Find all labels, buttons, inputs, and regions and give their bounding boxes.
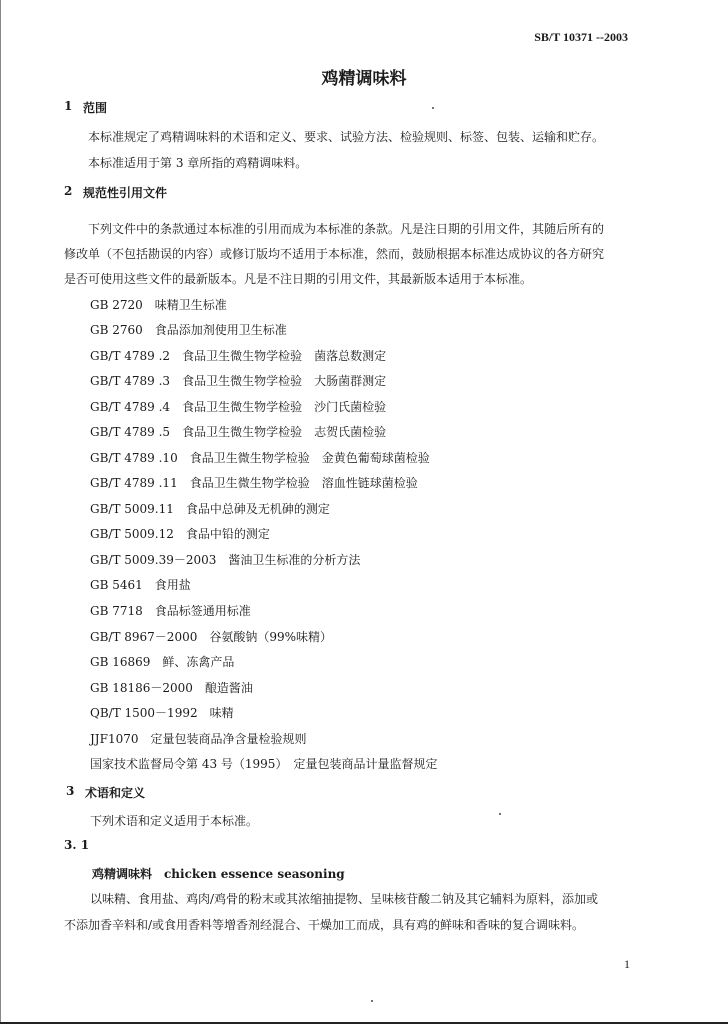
scan-speck xyxy=(432,107,434,109)
reference-item: GB/T 4789 .10 食品卫生微生物学检验 金黄色葡萄球菌检验 xyxy=(90,451,430,465)
scan-speck xyxy=(371,1000,373,1002)
section-1-number: 1 xyxy=(64,99,73,113)
section-1-para-2: 本标准适用于第 3 章所指的鸡精调味料。 xyxy=(88,156,308,170)
section-2-number: 2 xyxy=(64,184,73,198)
reference-item: GB/T 4789 .2 食品卫生微生物学检验 菌落总数测定 xyxy=(90,349,387,363)
section-3-heading: 术语和定义 xyxy=(85,786,146,800)
reference-item: QB/T 1500－1992 味精 xyxy=(90,706,234,720)
reference-item: GB/T 5009.39－2003 酱油卫生标准的分析方法 xyxy=(90,553,361,567)
page-number: 1 xyxy=(624,957,630,971)
reference-item: GB 5461 食用盐 xyxy=(90,578,191,592)
reference-item: GB/T 4789 .3 食品卫生微生物学检验 大肠菌群测定 xyxy=(90,374,387,388)
reference-item: GB 2720 味精卫生标准 xyxy=(90,298,227,312)
section-1-para-1: 本标准规定了鸡精调味料的术语和定义、要求、试验方法、检验规则、标签、包装、运输和贮存。 xyxy=(88,130,605,144)
standard-code: SB/T 10371 --2003 xyxy=(534,30,628,44)
section-3-intro: 下列术语和定义适用于本标准。 xyxy=(90,814,259,828)
document-title: 鸡精调味料 xyxy=(321,69,407,89)
section-3-number: 3 xyxy=(66,784,75,798)
scan-edge-left xyxy=(0,0,1,1024)
reference-item: GB 16869 鲜、冻禽产品 xyxy=(90,655,235,669)
section-1-heading: 范围 xyxy=(83,101,108,115)
reference-item: GB/T 4789 .11 食品卫生微生物学检验 溶血性链球菌检验 xyxy=(90,476,418,490)
section-2-heading: 规范性引用文件 xyxy=(83,186,168,200)
reference-item: GB/T 4789 .5 食品卫生微生物学检验 志贺氏菌检验 xyxy=(90,425,387,439)
reference-item: GB 2760 食品添加剂使用卫生标准 xyxy=(90,323,287,337)
reference-item: 国家技术监督局令第 43 号（1995） 定量包装商品计量监督规定 xyxy=(90,757,438,771)
section-2-intro-line-3: 是否可使用这些文件的最新版本。凡是不注日期的引用文件，其最新版本适用于本标准。 xyxy=(64,272,533,286)
subsection-3-1-number: 3. 1 xyxy=(64,838,90,852)
reference-item: GB/T 5009.11 食品中总砷及无机砷的测定 xyxy=(90,502,330,516)
term-entry: 鸡精调味料 chicken essence seasoning xyxy=(92,867,345,881)
reference-item: GB 7718 食品标签通用标准 xyxy=(90,604,251,618)
definition-line-1: 以味精、食用盐、鸡肉/鸡骨的粉末或其浓缩抽提物、呈味核苷酸二钠及其它辅料为原料，添加或 xyxy=(90,892,599,906)
reference-item: JJF1070 定量包装商品净含量检验规则 xyxy=(90,732,307,746)
reference-item: GB/T 8967－2000 谷氨酸钠（99%味精） xyxy=(90,630,333,644)
definition-line-2: 不添加香辛料和/或食用香料等增香剂经混合、干燥加工而成，具有鸡的鲜味和香味的复合调味料。 xyxy=(64,918,585,932)
reference-item: GB/T 5009.12 食品中铅的测定 xyxy=(90,527,270,541)
scan-speck xyxy=(499,813,501,815)
reference-item: GB 18186－2000 酿造酱油 xyxy=(90,681,253,695)
section-2-intro-line-1: 下列文件中的条款通过本标准的引用而成为本标准的条款。凡是注日期的引用文件，其随后所有的 xyxy=(88,222,605,236)
section-2-intro-line-2: 修改单（不包括勘误的内容）或修订版均不适用于本标准，然而，鼓励根据本标准达成协议的各方研究 xyxy=(64,247,605,261)
reference-item: GB/T 4789 .4 食品卫生微生物学检验 沙门氏菌检验 xyxy=(90,400,387,414)
